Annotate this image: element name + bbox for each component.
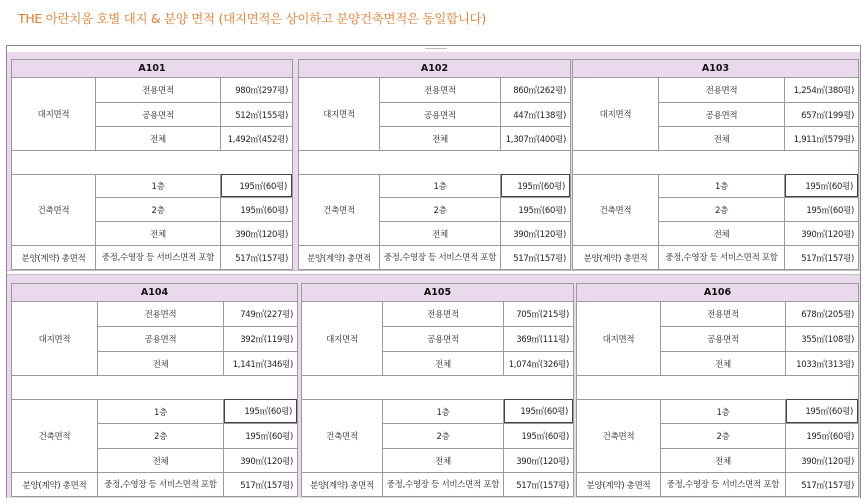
building-floor1-value: 195㎡(60평) [786, 399, 858, 423]
spacer-row [12, 150, 292, 174]
building-floor2-label: 2층 [383, 423, 504, 448]
building-floor1-value: 195㎡(60평) [785, 174, 858, 197]
land-area-label: 대지면적 [302, 302, 383, 375]
sale-total-value: 517㎡(157평) [224, 472, 297, 496]
sale-total-label: 분양(계약) 총면적 [577, 472, 661, 496]
land-total-value: 1,911㎡(579평) [785, 126, 858, 150]
land-total-label: 전체 [659, 126, 785, 150]
land-exclusive-value: 980㎡(297평) [235, 86, 288, 96]
land-total-label: 전체 [380, 126, 501, 150]
building-floor2-label: 2층 [96, 197, 221, 221]
land-total-value: 1033㎡(313평) [786, 351, 858, 375]
building-floor2-value: 195㎡(60평) [224, 423, 297, 448]
building-total-value: 390㎡(120평) [785, 221, 858, 245]
spacer-row [577, 375, 858, 399]
land-total-value: 1,307㎡(400평) [501, 126, 570, 150]
building-floor1-value: 195㎡(60평) [501, 174, 570, 197]
unit-header: A102 [299, 60, 570, 78]
spacer-row [302, 375, 573, 399]
land-total-value: 1,492㎡(452평) [221, 126, 292, 150]
land-total-value: 1,074㎡(326평) [504, 351, 573, 375]
spacer-row [573, 150, 858, 174]
unit-table-a105 [301, 283, 574, 497]
land-common-label: 공용면적 [661, 326, 786, 351]
land-exclusive-value: 860㎡(262평) [513, 86, 566, 96]
building-floor1-label: 1층 [383, 399, 504, 423]
building-floor1-value: 195㎡(60평) [504, 399, 573, 423]
building-area-label: 건축면적 [577, 399, 661, 472]
building-floor1-label: 1층 [96, 174, 221, 197]
land-exclusive-label: 전용면적 [383, 302, 504, 326]
building-total-label: 전체 [661, 448, 786, 472]
building-total-label: 전체 [98, 448, 224, 472]
building-total-label: 전체 [96, 221, 221, 245]
building-total-value: 390㎡(120평) [224, 448, 297, 472]
unit-table-a104 [11, 283, 298, 497]
building-floor2-label: 2층 [661, 423, 786, 448]
land-total-label: 전체 [96, 126, 221, 150]
land-area-label: 대지면적 [12, 78, 96, 150]
land-exclusive-value: 705㎡(215평) [516, 310, 569, 320]
unit-header: A101 [12, 60, 292, 78]
land-exclusive-value: 678㎡(205평) [801, 310, 854, 320]
building-floor1-value: 195㎡(60평) [224, 399, 297, 423]
land-common-label: 공용면적 [383, 326, 504, 351]
building-floor2-label: 2층 [659, 197, 785, 221]
building-floor2-value: 195㎡(60평) [785, 197, 858, 221]
land-exclusive-label: 전용면적 [96, 78, 221, 102]
unit-header: A104 [12, 284, 297, 302]
building-floor1-label: 1층 [659, 174, 785, 197]
sale-total-label: 분양(계약) 총면적 [573, 245, 659, 269]
building-floor2-label: 2층 [380, 197, 501, 221]
land-exclusive-label: 전용면적 [661, 302, 786, 326]
land-common-label: 공용면적 [98, 326, 224, 351]
service-area-note: 중정,수영장 등 서비스면적 포함 [96, 245, 221, 269]
sale-total-value: 517㎡(157평) [786, 472, 858, 496]
land-exclusive-label: 전용면적 [98, 302, 224, 326]
land-common-value: 392㎡(119평) [224, 326, 297, 351]
building-total-value: 390㎡(120평) [504, 448, 573, 472]
unit-table-a101 [11, 59, 293, 270]
land-common-label: 공용면적 [380, 102, 501, 126]
service-area-note: 중정,수영장 등 서비스면적 포함 [380, 245, 501, 269]
land-exclusive-value: 1,254㎡(380평) [793, 86, 854, 96]
building-floor1-label: 1층 [98, 399, 224, 423]
land-common-value: 369㎡(111평) [504, 326, 573, 351]
sale-total-value: 517㎡(157평) [785, 245, 858, 269]
building-area-label: 건축면적 [573, 174, 659, 245]
service-area-note: 중정,수영장 등 서비스면적 포함 [98, 472, 224, 496]
land-area-label: 대지면적 [299, 78, 380, 150]
unit-table-a103 [572, 59, 859, 270]
area-table-container [6, 45, 861, 498]
service-area-note: 중정,수영장 등 서비스면적 포함 [661, 472, 786, 496]
land-common-value: 512㎡(155평) [221, 102, 292, 126]
unit-header: A106 [577, 284, 858, 302]
land-area-label: 대지면적 [577, 302, 661, 375]
building-total-value: 390㎡(120평) [221, 221, 292, 245]
unit-table-a106 [576, 283, 859, 497]
land-area-label: 대지면적 [12, 302, 98, 375]
sale-total-value: 517㎡(157평) [501, 245, 570, 269]
land-common-value: 657㎡(199평) [785, 102, 858, 126]
spacer-row [299, 150, 570, 174]
building-area-label: 건축면적 [302, 399, 383, 472]
building-floor2-value: 195㎡(60평) [221, 197, 292, 221]
building-total-label: 전체 [383, 448, 504, 472]
land-common-label: 공용면적 [659, 102, 785, 126]
sale-total-label: 분양(계약) 총면적 [299, 245, 380, 269]
spacer-row [12, 375, 297, 399]
land-total-label: 전체 [661, 351, 786, 375]
land-common-value: 355㎡(108평) [786, 326, 858, 351]
service-area-note: 중정,수영장 등 서비스면적 포함 [659, 245, 785, 269]
building-total-value: 390㎡(120평) [786, 448, 858, 472]
building-floor2-label: 2층 [98, 423, 224, 448]
building-total-label: 전체 [659, 221, 785, 245]
building-floor1-value: 195㎡(60평) [221, 174, 292, 197]
building-area-label: 건축면적 [12, 399, 98, 472]
sale-total-label: 분양(계약) 총면적 [12, 245, 96, 269]
building-floor2-value: 195㎡(60평) [501, 197, 570, 221]
land-exclusive-label: 전용면적 [380, 78, 501, 102]
land-total-label: 전체 [98, 351, 224, 375]
land-common-value: 447㎡(138평) [501, 102, 570, 126]
land-total-value: 1,141㎡(346평) [224, 351, 297, 375]
service-area-note: 중정,수영장 등 서비스면적 포함 [383, 472, 504, 496]
unit-header: A105 [302, 284, 573, 302]
sale-total-label: 분양(계약) 총면적 [302, 472, 383, 496]
sale-total-value: 517㎡(157평) [221, 245, 292, 269]
building-floor1-label: 1층 [661, 399, 786, 423]
land-exclusive-value: 749㎡(227평) [240, 310, 293, 320]
land-common-label: 공용면적 [96, 102, 221, 126]
page-title: THE 아란치움 호별 대지 & 분양 면적 (대지면적은 상이하고 분양건축면적은 동일합니다) [18, 11, 486, 26]
sale-total-label: 분양(계약) 총면적 [12, 472, 98, 496]
sale-total-value: 517㎡(157평) [504, 472, 573, 496]
building-area-label: 건축면적 [299, 174, 380, 245]
building-area-label: 건축면적 [12, 174, 96, 245]
building-floor1-label: 1층 [380, 174, 501, 197]
building-floor2-value: 195㎡(60평) [504, 423, 573, 448]
building-floor2-value: 195㎡(60평) [786, 423, 858, 448]
land-total-label: 전체 [383, 351, 504, 375]
unit-table-a102 [298, 59, 571, 270]
land-exclusive-label: 전용면적 [659, 78, 785, 102]
land-area-label: 대지면적 [573, 78, 659, 150]
unit-header: A103 [573, 60, 858, 78]
building-total-value: 390㎡(120평) [501, 221, 570, 245]
strip-tick [425, 48, 447, 49]
building-total-label: 전체 [380, 221, 501, 245]
